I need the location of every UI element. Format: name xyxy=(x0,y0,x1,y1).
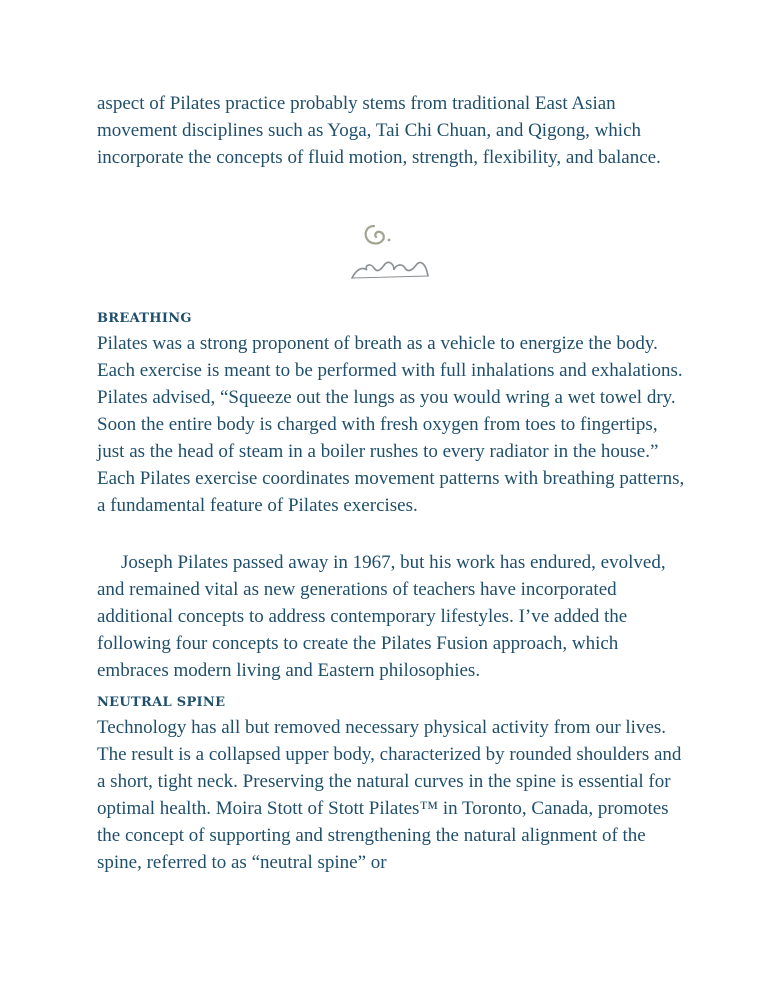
spiral-wave-ornament-icon xyxy=(340,218,440,284)
breathing-paragraph-1: Pilates was a strong proponent of breath as a vehicle to energize the body. Each exercise is meant to be performed with full inhalations and exhalations. Pilates advised, “Squeeze out the lungs as you would wring a wet towel dry. Soon the entire body is charged with fresh oxygen from toes to fingertips, just as the head of steam in a boiler rushes to every radiator in the house.” Each Pilates exercise coordinates movement patterns with breathing patterns, a fundamental feature of Pilates exercises. xyxy=(97,333,685,516)
spiral-dot xyxy=(388,239,391,242)
intro-paragraph: aspect of Pilates practice probably stems from traditional East Asian movement disciplines such as Yoga, Tai Chi Chuan, and Qigong, which incorporate the concepts of fluid motion, strength, flexibility, and balance. xyxy=(97,93,661,168)
breathing-heading: BREATHING xyxy=(97,311,192,326)
wave-icon xyxy=(352,262,428,278)
neutral-spine-paragraph-1: Technology has all but removed necessary physical activity from our lives. The result is a collapsed upper body, characterized by rounded shoulders and a short, tight neck. Preserving the natural curves in the spine is essential for optimal health. Moira Stott of Stott Pilates™ in Toronto, Canada, promotes the concept of supporting and strengthening the natural alignment of the spine, referred to as “neutral spine” or xyxy=(97,717,682,873)
neutral-spine-heading: NEUTRAL SPINE xyxy=(97,695,226,710)
spiral-icon xyxy=(366,226,384,243)
breathing-paragraph-2: Joseph Pilates passed away in 1967, but his work has endured, evolved, and remained vital as new generations of teachers have incorporated additional concepts to address contemporary lifestyles. I’ve added the following four concepts to create the Pilates Fusion approach, which embraces modern living and Eastern philosophies. xyxy=(97,552,666,681)
